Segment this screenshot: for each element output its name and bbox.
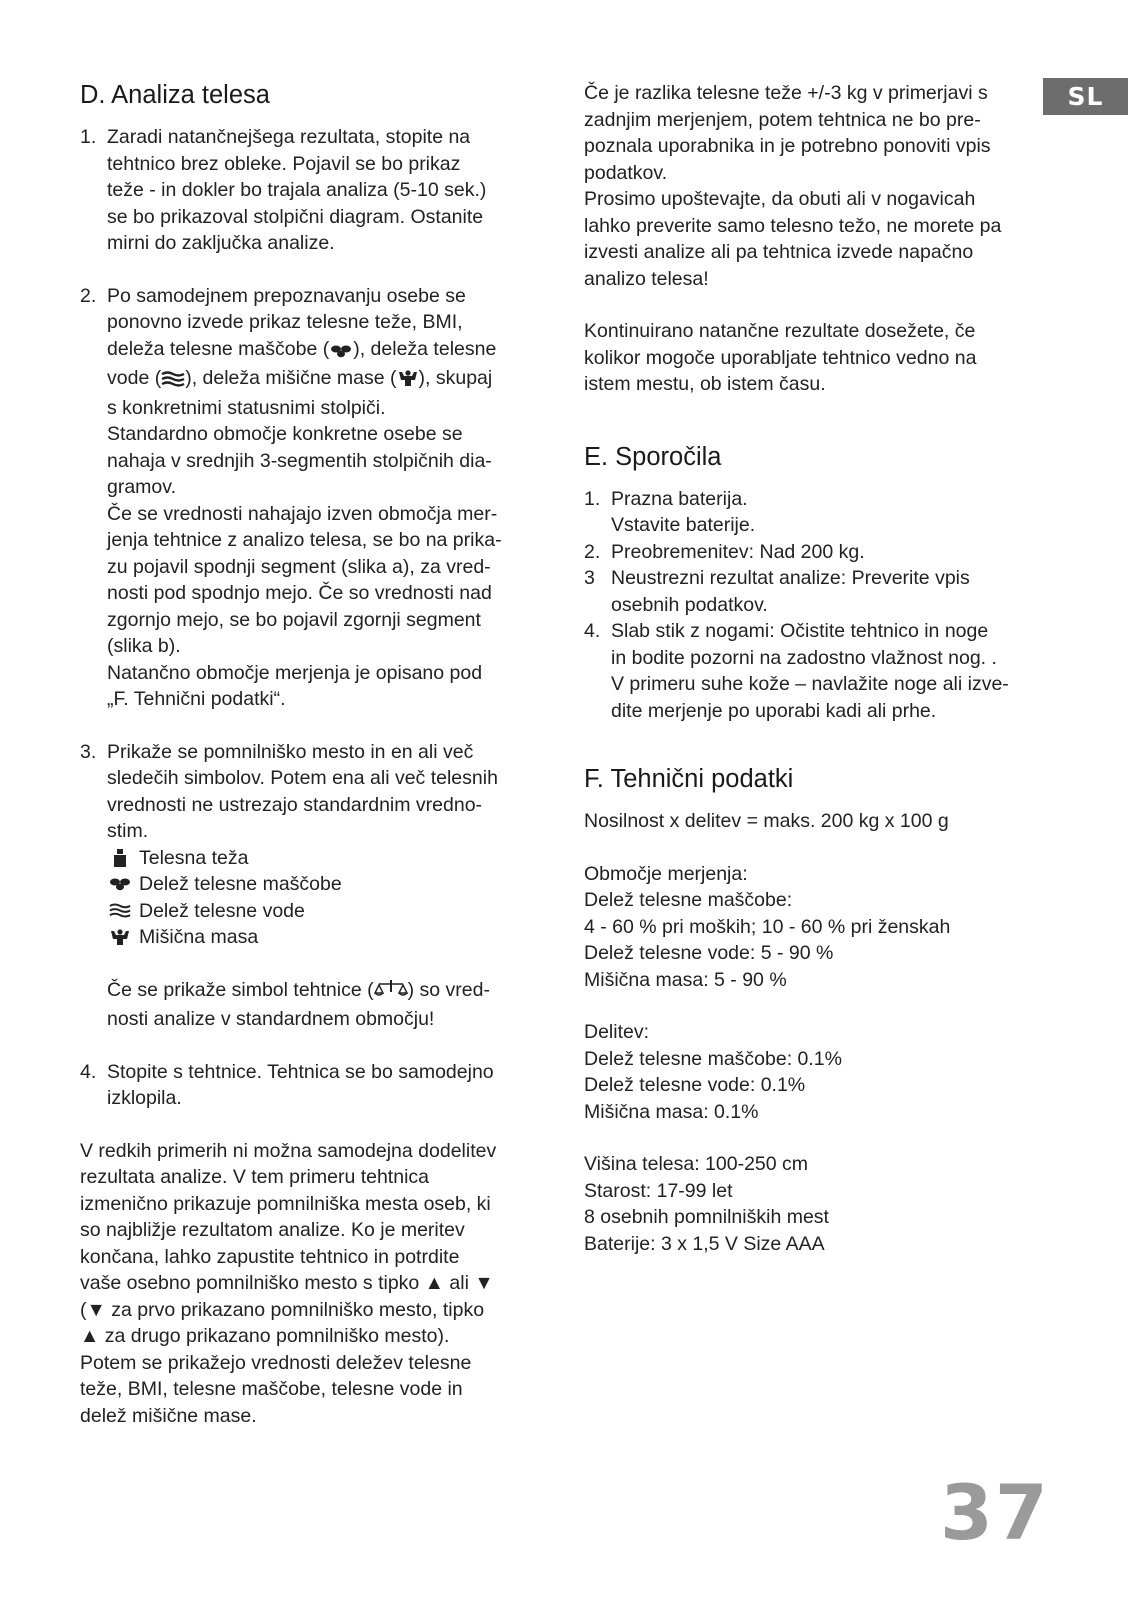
muscle-icon [397, 368, 419, 395]
text-line: zu pojavil spodnji segment (slika a), za vred- [107, 555, 491, 578]
text-line: končana, lahko zapustite tehtnico in potrdite [80, 1245, 460, 1268]
text-line: Delitev: [584, 1021, 650, 1043]
language-tab: SL [1043, 78, 1128, 115]
text-line: osebnih podatkov. [611, 593, 768, 616]
page-number: 37 [940, 1468, 1050, 1557]
tip-paragraph [584, 318, 1044, 398]
text-line: teže, BMI, telesne maščobe, telesne vode in [80, 1378, 463, 1400]
list-item [80, 739, 542, 1033]
text-line: lahko preverite samo telesno težo, ne morete pa [584, 214, 1002, 237]
text-line: rezultata analize. V tem primeru tehtnica [80, 1166, 430, 1188]
left-column [80, 80, 542, 1429]
symbol-label: Telesna teža [139, 846, 249, 869]
text-line: Standardno območje konkretne osebe se [107, 423, 463, 445]
text-line: podatkov. [584, 161, 668, 184]
text-line: delež mišične mase. [80, 1404, 257, 1427]
symbol-row [107, 845, 542, 872]
text-line: Baterije: 3 x 1,5 V Size AAA [584, 1232, 825, 1255]
text-line: Neustrezni rezultat analize: Preverite vpis [611, 567, 970, 589]
weight-icon [107, 849, 133, 867]
text-line: kolikor mogoče uporabljate tehtnico vedno na [584, 346, 977, 369]
list-item [584, 618, 1044, 724]
text-line: se bo prikazoval stolpični diagram. Ostanite [107, 205, 484, 228]
text-line: Če se vrednosti nahajajo izven območja mer- [107, 502, 498, 525]
right-column [584, 80, 1044, 1257]
text-line: Višina telesa: 100-250 cm [584, 1153, 809, 1175]
closing-paragraph [80, 1138, 542, 1430]
text-line: nosti pod spodnjo mejo. Če so vrednosti nad [107, 582, 492, 604]
text-fragment: Če se prikaže simbol tehtnice ( [107, 978, 374, 1001]
text-line: gramov. [107, 476, 176, 498]
text-line: 4 - 60 % pri moških; 10 - 60 % pri ženskah [584, 915, 951, 938]
text-line: nahaja v srednjih 3-segmentih stolpičnih dia- [107, 449, 492, 472]
list-number: 1. [80, 126, 97, 148]
text-line: teže - in dokler bo trajala analiza (5-10 sek.) [107, 179, 487, 201]
water-icon [161, 368, 185, 395]
measuring-range [584, 861, 1044, 994]
text-line: (▼ za prvo prikazano pomnilniško mesto, tipko [80, 1298, 485, 1321]
symbol-label: Mišična masa [139, 926, 259, 948]
text-fragment: ), skupaj [418, 367, 493, 389]
text-line: sledečih simbolov. Potem ena ali več telesnih [107, 767, 498, 789]
symbol-row [107, 898, 542, 925]
text-line: Delež telesne maščobe: [584, 889, 793, 911]
text-line: nosti analize v standardnem območju! [107, 1008, 435, 1030]
symbol-row [107, 924, 542, 951]
text-line: (slika b). [107, 635, 181, 657]
text-line: jenja tehtnice z analizo telesa, se bo na prika- [107, 529, 502, 551]
list-number: 4. [584, 620, 601, 642]
text-line: izvesti analize ali pa tehtnica izvede napačno [584, 241, 974, 263]
symbol-label: Delež telesne vode [139, 899, 305, 922]
symbol-row [107, 871, 542, 898]
text-line: Slab stik z nogami: Očistite tehtnico in noge [611, 620, 989, 642]
text-line: tehtnico brez obleke. Pojavil se bo prikaz [107, 152, 461, 175]
text-line: V primeru suhe kože – navlažite noge ali izve- [611, 673, 1009, 695]
text-fragment: ), deleža mišične mase ( [185, 367, 397, 389]
text-fragment: deleža telesne maščobe ( [107, 337, 330, 360]
body-fat-icon [107, 877, 133, 891]
text-line: Če je razlika telesne teže +/-3 kg v primerjavi s [584, 82, 988, 104]
text-line: s konkretnimi statusnimi stolpiči. [107, 396, 386, 419]
list-number: 3 [584, 567, 595, 589]
text-line: mirni do zaključka analize. [107, 232, 335, 254]
text-line: Prikaže se pomnilniško mesto in en ali več [107, 740, 474, 763]
section-d-heading: D. Analiza telesa [80, 81, 270, 109]
text-line: so najbližje rezultatom analize. Ko je meritev [80, 1219, 465, 1241]
text-line: Delež telesne vode: 5 - 90 % [584, 942, 834, 964]
intro-paragraph [584, 80, 1044, 292]
text-line: zadnjim merjenjem, potem tehtnica ne bo pre- [584, 108, 981, 131]
muscle-icon [107, 928, 133, 946]
text-line: Natančno območje merjenja je opisano pod [107, 661, 483, 684]
text-line: Prazna baterija. [611, 487, 748, 510]
text-line: Vstavite baterije. [611, 514, 756, 536]
water-icon [107, 903, 133, 918]
list-item [80, 124, 542, 257]
text-line: V redkih primerih ni možna samodejna dodelitev [80, 1139, 497, 1162]
text-line: Delež telesne maščobe: 0.1% [584, 1047, 842, 1070]
text-line: zgornjo mejo, se bo pojavil zgornji segment [107, 608, 481, 631]
text-line: Mišična masa: 0.1% [584, 1100, 759, 1123]
list-item [584, 486, 1044, 539]
text-line [107, 365, 542, 395]
text-line: ▲ za drugo prikazano pomnilniško mesto). [80, 1325, 450, 1347]
text-line: ponovno izvede prikaz telesne teže, BMI, [107, 311, 463, 333]
text-line: Mišična masa: 5 - 90 % [584, 968, 787, 991]
text-line: dite merjenje po uporabi kadi ali prhe. [611, 699, 937, 722]
text-line: Starost: 17-99 let [584, 1179, 733, 1202]
other-specs [584, 1151, 1044, 1257]
text-line: vaše osebno pomnilniško mesto s tipko ▲ ali ▼ [80, 1272, 494, 1294]
capacity-line: Nosilnost x delitev = maks. 200 kg x 100 g [584, 810, 949, 832]
text-line [107, 336, 542, 366]
text-line: 8 osebnih pomnilniških mest [584, 1206, 829, 1228]
body-fat-icon [329, 339, 353, 366]
list-item [584, 539, 1044, 566]
list-number: 2. [80, 284, 97, 307]
text-line: „F. Tehnični podatki“. [107, 688, 286, 710]
text-fragment: vode ( [107, 367, 162, 389]
text-line: izmenično prikazuje pomnilniška mesta oseb, ki [80, 1192, 491, 1215]
text-line: poznala uporabnika in je potrebno ponoviti vpis [584, 135, 991, 157]
division-spec [584, 1019, 1044, 1125]
text-line: Potem se prikažejo vrednosti deležev telesne [80, 1351, 472, 1374]
text-line: Zaradi natančnejšega rezultata, stopite na [107, 126, 471, 148]
text-fragment: ), deleža telesne [353, 337, 497, 360]
text-line: Območje merjenja: [584, 862, 748, 885]
text-line: istem mestu, ob istem času. [584, 373, 826, 395]
text-line: stim. [107, 820, 149, 842]
list-item [80, 283, 542, 713]
text-fragment: ) so vred- [407, 978, 490, 1001]
list-number: 3. [80, 740, 97, 763]
text-line: Delež telesne vode: 0.1% [584, 1074, 806, 1096]
text-line: izklopila. [107, 1087, 182, 1109]
list-number: 2. [584, 540, 601, 563]
text-line: Po samodejnem prepoznavanju osebe se [107, 284, 466, 307]
text-line: Prosimo upoštevajte, da obuti ali v nogavicah [584, 188, 976, 210]
text-line: in bodite pozorni na zadostno vlažnost nog. . [611, 646, 997, 669]
list-number: 1. [584, 487, 601, 510]
text-line [107, 977, 542, 1007]
text-line: Kontinuirano natančne rezultate dosežete, če [584, 320, 976, 342]
symbol-label: Delež telesne maščobe [139, 873, 342, 895]
section-e-heading: E. Sporočila [584, 442, 722, 471]
section-f-heading: F. Tehnični podatki [584, 765, 794, 793]
list-item [80, 1059, 542, 1112]
list-item [584, 565, 1044, 618]
scale-icon [374, 979, 408, 1007]
list-number: 4. [80, 1060, 97, 1083]
text-line: Stopite s tehtnice. Tehtnica se bo samodejno [107, 1060, 494, 1083]
text-line: Preobremenitev: Nad 200 kg. [611, 540, 865, 563]
text-line: analizo telesa! [584, 267, 709, 290]
text-line: vrednosti ne ustrezajo standardnim vredno- [107, 793, 483, 816]
